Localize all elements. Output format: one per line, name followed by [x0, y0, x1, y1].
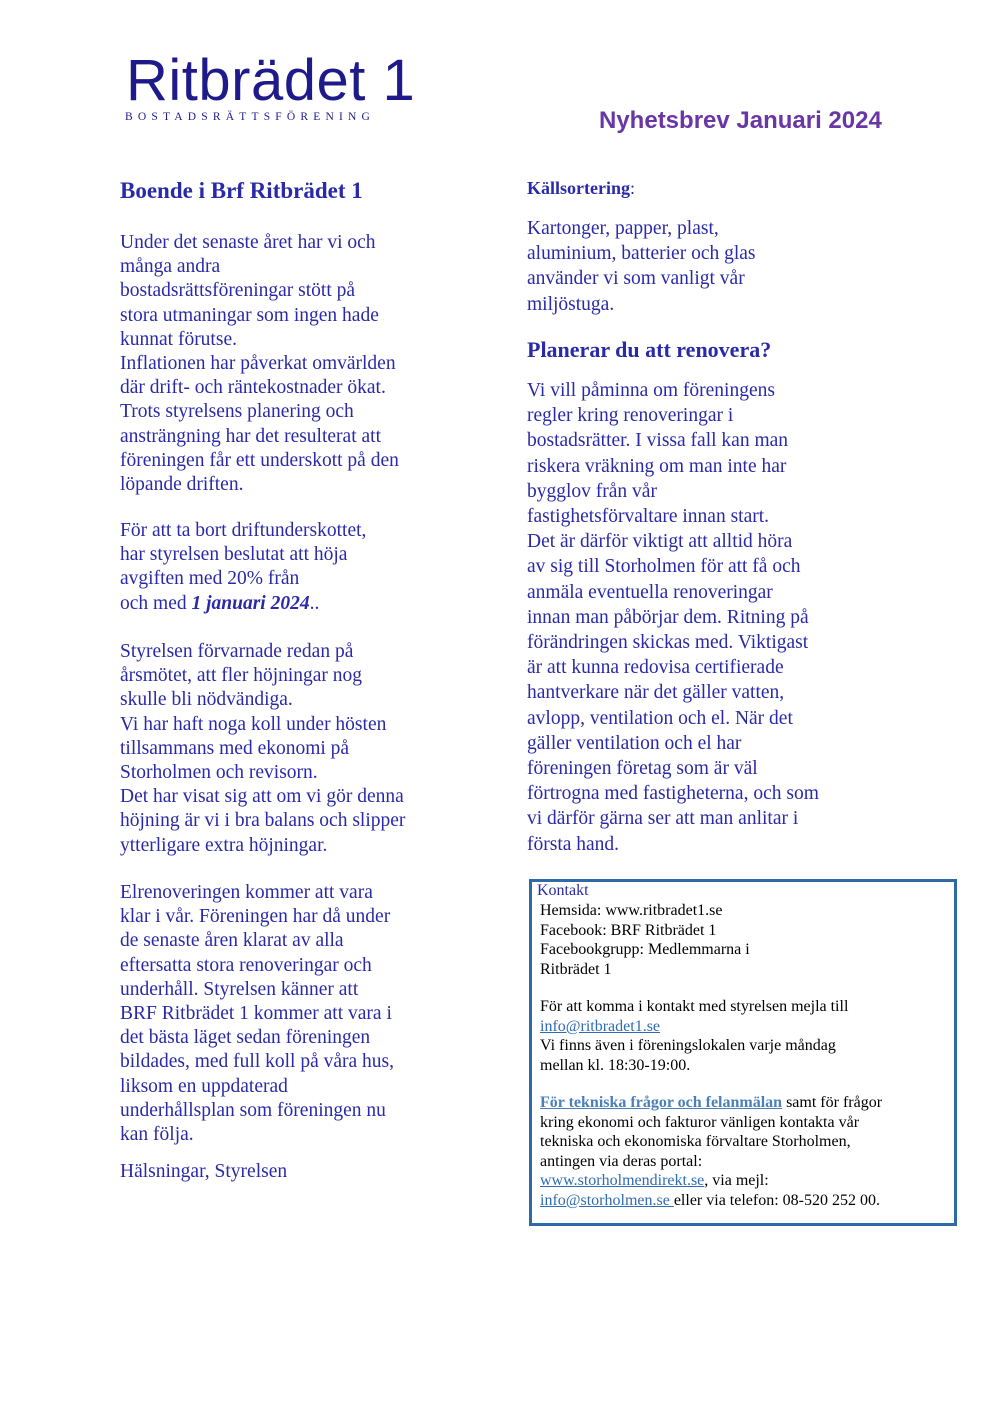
newsletter-title: Nyhetsbrev Januari 2024	[599, 107, 882, 134]
text-line: föreningen får ett underskott på den	[120, 449, 399, 471]
contact-facebook-group: Facebookgrupp: Medlemmarna i	[540, 941, 750, 958]
sorting-paragraph	[527, 216, 897, 317]
text-line: skulle bli nödvändiga.	[120, 689, 293, 711]
text-line: aluminium, batterier och glas	[527, 243, 756, 265]
storholmen-email-link[interactable]: info@storholmen.se	[540, 1191, 674, 1209]
text-line: kan följa.	[120, 1124, 194, 1146]
text-line: avlopp, ventilation och el. När det	[527, 707, 793, 729]
text-line: Det är därför viktigt att alltid höra	[527, 531, 793, 553]
left-paragraph-2	[120, 519, 490, 616]
tech-text-line: kring ekonomi och fakturor vänligen kontakta vår	[540, 1113, 860, 1131]
portal-link[interactable]: www.storholmendirekt.se	[540, 1172, 705, 1189]
text-line: riskera vräkning om man inte har	[527, 455, 787, 477]
greeting: Hälsningar, Styrelsen	[120, 1161, 288, 1182]
text-line: miljöstuga.	[527, 293, 615, 315]
contact-body	[540, 901, 954, 1210]
effective-date: 1 januari 2024	[191, 592, 310, 614]
tech-text-line: tekniska och ekonomiska förvaltare Storholmen,	[540, 1133, 851, 1150]
left-paragraph-1	[120, 231, 490, 497]
text-line: vi därför gärna ser att man anlitar i	[527, 808, 799, 830]
text-line: fastighetsförvaltare innan start.	[527, 506, 770, 528]
text-line: eftersatta stora renoveringar och	[120, 954, 372, 976]
left-paragraph-4	[120, 881, 490, 1147]
text-line: underhållsplan som föreningen nu	[120, 1099, 386, 1121]
text-line: har styrelsen beslutat att höja	[120, 544, 348, 566]
text-line: första hand.	[527, 833, 620, 855]
text-line: Kartonger, papper, plast,	[527, 218, 719, 239]
renovation-heading: Planerar du att renovera?	[527, 337, 772, 362]
sorting-heading	[527, 178, 635, 199]
text-line: underhåll. Styrelsen känner att	[120, 978, 359, 1000]
office-hours-line-1: Vi finns även i föreningslokalen varje måndag	[540, 1037, 836, 1054]
text-line: Trots styrelsens planering och	[120, 401, 354, 423]
spacer	[540, 1075, 954, 1093]
text-line: föreningen företag som är väl	[527, 758, 758, 780]
text-line: stora utmaningar som ingen hade	[120, 304, 379, 326]
renovation-paragraph	[527, 378, 897, 857]
office-hours-line-2: mellan kl. 18:30-19:00.	[540, 1056, 691, 1074]
text-line: av sig till Storholmen för att få och	[527, 556, 801, 578]
text-line: hantverkare när det gäller vatten,	[527, 682, 785, 704]
text-line: bostadsrättsföreningar stött på	[120, 280, 356, 302]
phone-text: eller via telefon: 08-520 252 00.	[673, 1191, 880, 1209]
board-contact-text: För att komma i kontakt med styrelsen mejla till	[540, 998, 849, 1015]
text-line: årsmötet, att fler höjningar nog	[120, 665, 363, 687]
sorting-heading-text: Källsortering	[527, 178, 630, 198]
text-line: Under det senaste året har vi och	[120, 232, 376, 253]
text-line: ansträngning har det resulterat att	[120, 425, 381, 447]
logo-title: Ritbrädet 1	[126, 48, 416, 113]
text-line: Storholmen och revisorn.	[120, 762, 318, 784]
text-line: avgiften med 20% från	[120, 568, 300, 590]
text-line: ytterligare extra höjningar.	[120, 834, 328, 856]
tech-text-line: antingen via deras portal:	[540, 1152, 703, 1170]
text-line: bygglov från vår	[527, 480, 657, 502]
board-email-link[interactable]: info@ritbradet1.se	[540, 1017, 661, 1035]
text-line: För att ta bort driftunderskottet,	[120, 520, 367, 541]
text-line: kunnat förutse.	[120, 328, 237, 350]
sorting-heading-colon: :	[629, 178, 635, 198]
text-line: det bästa läget sedan föreningen	[120, 1027, 371, 1049]
via-mail-text: , via mejl:	[704, 1172, 769, 1189]
text-line: regler kring renoveringar i	[527, 405, 734, 427]
text-line: BRF Ritbrädet 1 kommer att vara i	[120, 1003, 392, 1025]
text-line: är att kunna redovisa certifierade	[527, 657, 784, 679]
text-line: de senaste åren klarat av alla	[120, 930, 344, 952]
text-line: gäller ventilation och el har	[527, 732, 742, 754]
text-line: Det har visat sig att om vi gör denna	[120, 786, 404, 808]
text-line: innan man påbörjar dem. Ritning på	[527, 606, 809, 628]
tech-support-link[interactable]: För tekniska frågor och felanmälan	[540, 1094, 783, 1111]
contact-title: Kontakt	[537, 882, 589, 899]
contact-facebook: Facebook: BRF Ritbrädet 1	[540, 921, 717, 939]
spacer	[540, 979, 954, 997]
text-line: Vi har haft noga koll under hösten	[120, 713, 387, 735]
contact-facebook-group-cont: Ritbrädet 1	[540, 960, 612, 978]
text-line: använder vi som vanligt vår	[527, 268, 745, 290]
text-line	[120, 592, 490, 616]
text-prefix: och med	[120, 592, 192, 614]
text-line: förtrogna med fastigheterna, och som	[527, 783, 819, 805]
text-line: Vi vill påminna om föreningens	[527, 380, 775, 401]
text-line: klar i vår. Föreningen har då under	[120, 906, 391, 928]
text-line: Styrelsen förvarnade redan på	[120, 641, 354, 662]
text-line: bildades, med full koll på våra hus,	[120, 1051, 395, 1073]
text-line: förändringen skickas med. Viktigast	[527, 632, 809, 654]
text-line: där drift- och räntekostnader ökat.	[120, 377, 386, 399]
left-heading: Boende i Brf Ritbrädet 1	[120, 178, 363, 203]
text-suffix: ..	[309, 592, 320, 614]
left-paragraph-3	[120, 640, 490, 858]
logo-subtitle: BOSTADSRÄTTSFÖRENING	[125, 111, 376, 123]
text-line: Elrenoveringen kommer att vara	[120, 882, 373, 903]
text-line: liksom en uppdaterad	[120, 1075, 288, 1097]
text-line: tillsammans med ekonomi på	[120, 737, 350, 759]
text-line: löpande driften.	[120, 474, 244, 496]
text-line: anmäla eventuella renoveringar	[527, 581, 773, 603]
text-line: Inflationen har påverkat omvärlden	[120, 353, 396, 375]
contact-website: Hemsida: www.ritbradet1.se	[540, 902, 723, 919]
tech-text: samt för frågor	[782, 1094, 883, 1111]
text-line: höjning är vi i bra balans och slipper	[120, 810, 406, 832]
text-line: många andra	[120, 256, 221, 278]
text-line: bostadsrätter. I vissa fall kan man	[527, 430, 789, 452]
